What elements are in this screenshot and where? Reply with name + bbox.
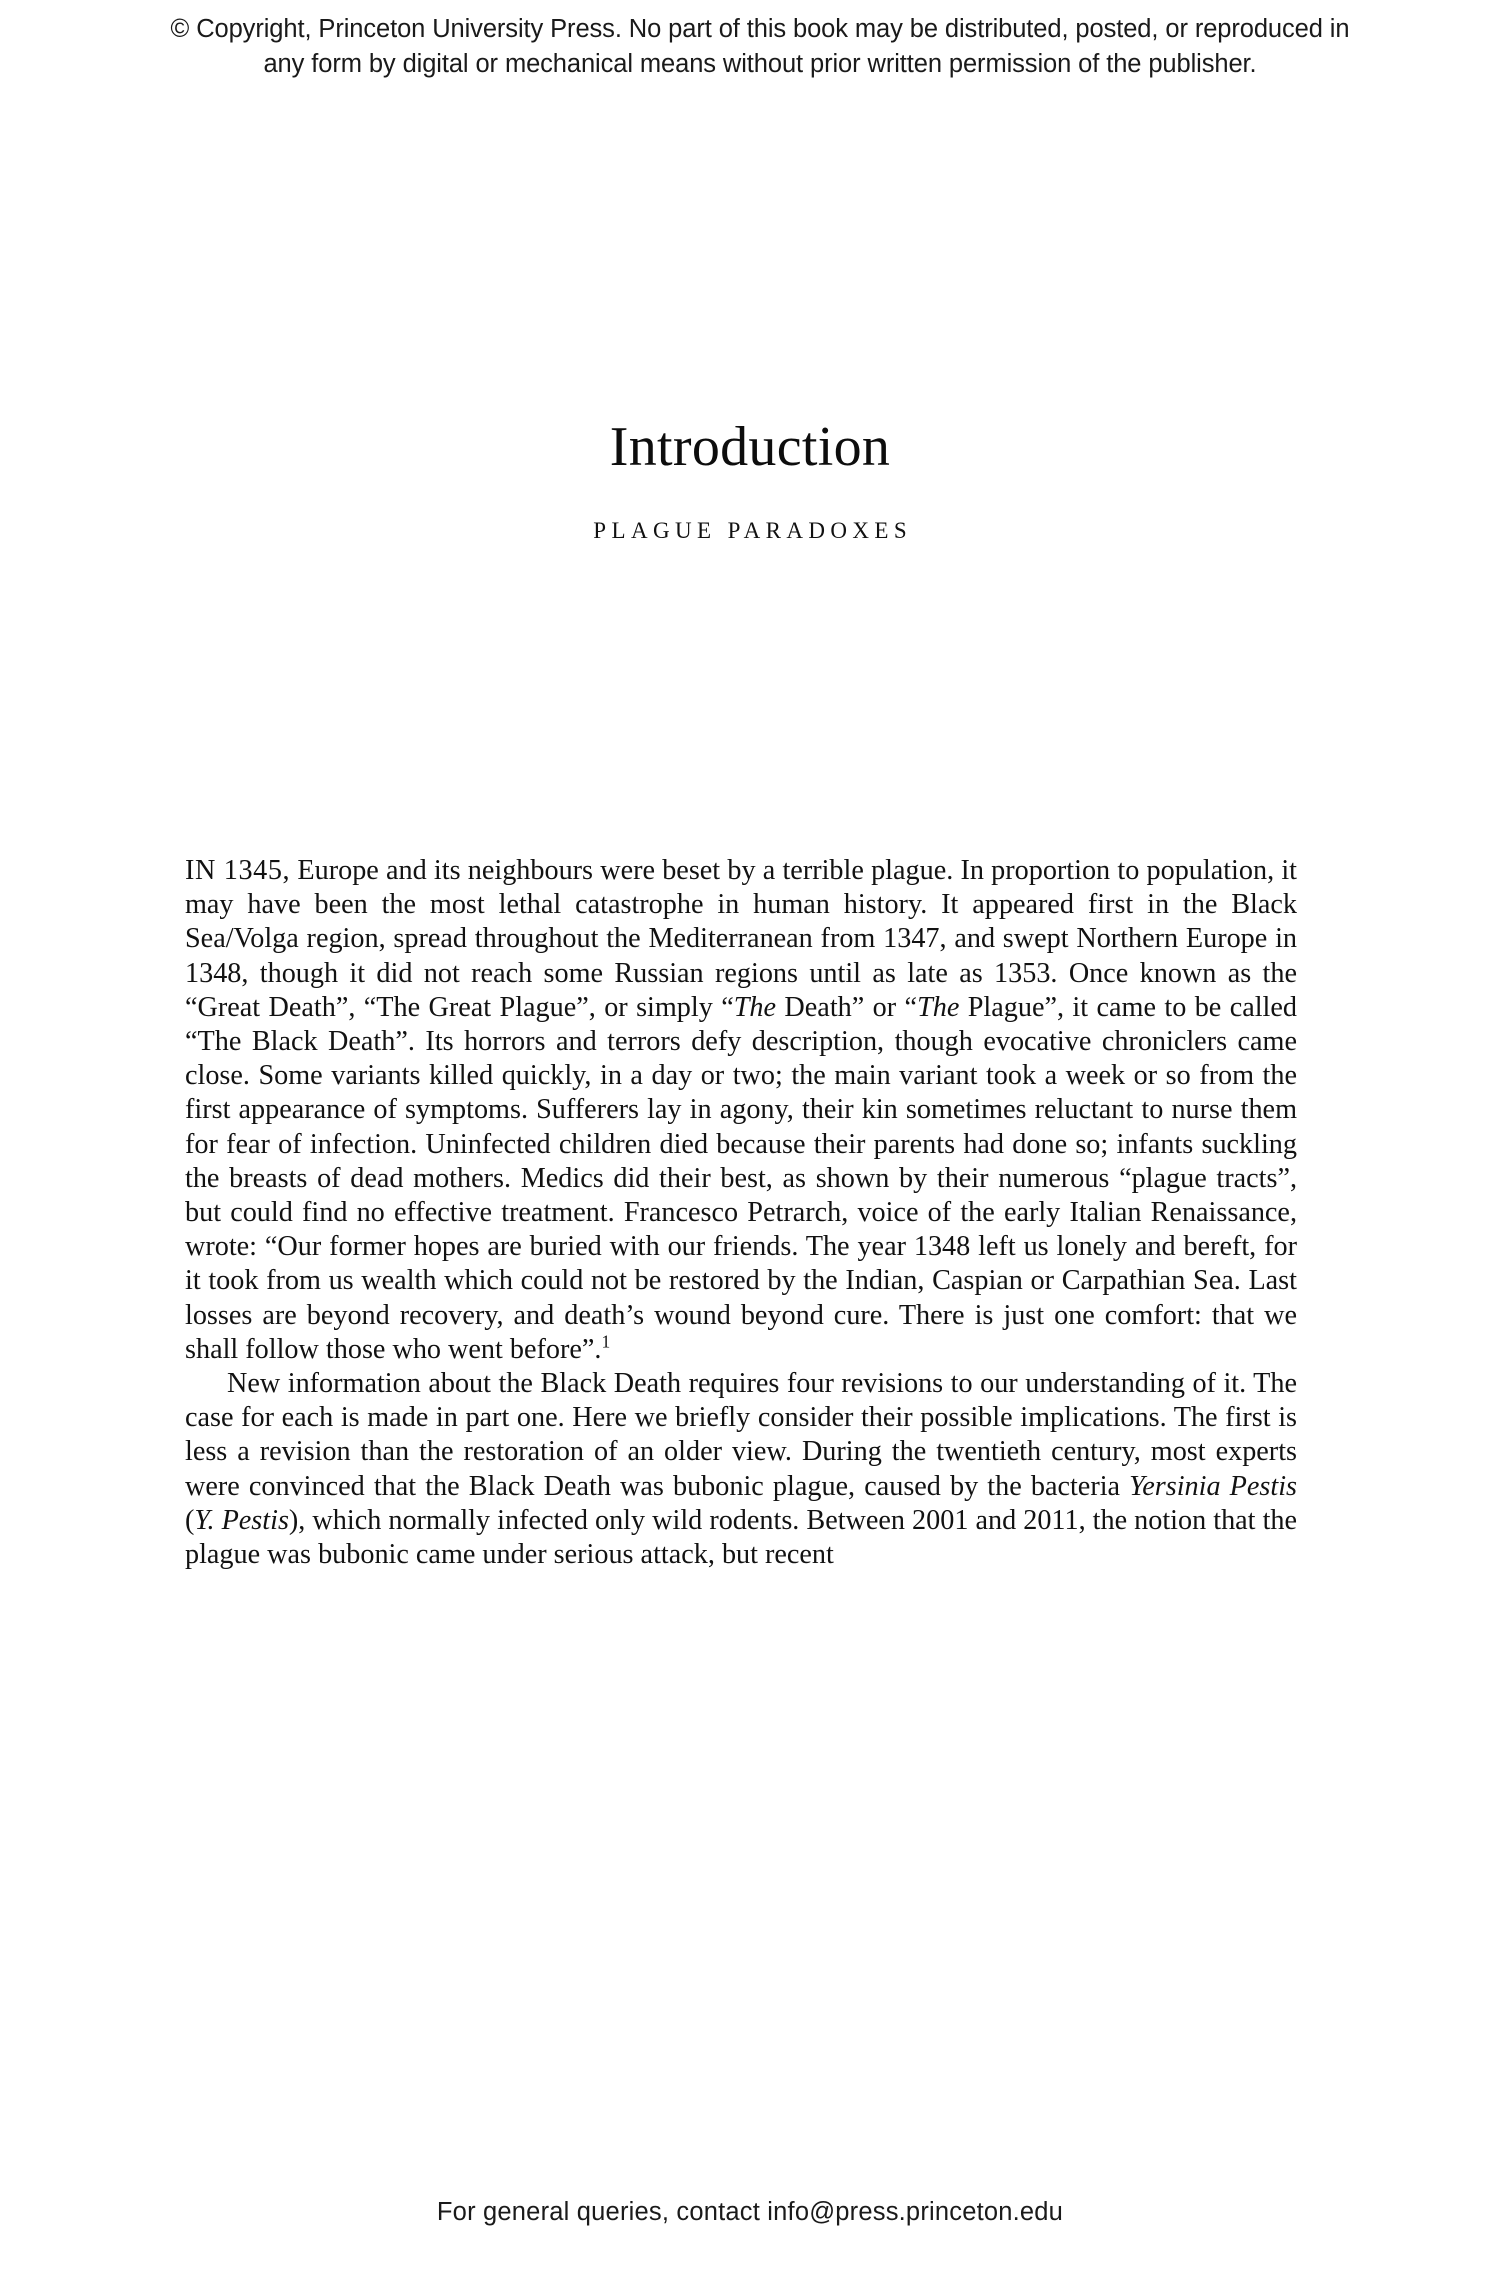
copyright-notice: © Copyright, Princeton University Press. No part of this book may be distributed, posted, or reproduced in any form by digital or mechanical means without prior written permission of the publisher. <box>170 15 1350 79</box>
body-text-column <box>185 854 1297 1572</box>
italic-the-death: The <box>733 991 777 1023</box>
paragraph-2-segment-2: ( <box>185 1504 195 1536</box>
italic-the-plague: The <box>917 991 960 1023</box>
chapter-subtitle: PLAGUE PARADOXES <box>593 517 913 543</box>
paragraph-1-segment-2: Death” or “ <box>776 991 918 1023</box>
chapter-title-block <box>0 418 1500 544</box>
opening-small-caps: IN 1345, <box>185 855 291 886</box>
paragraph-opening <box>185 854 1297 1367</box>
italic-y-pestis: Y. Pestis <box>194 1504 289 1536</box>
paragraph-1-segment-1: Europe and its neighbours were beset by a terrible plague. In proportion to population, it may have been the most lethal catastrophe in human history. It appeared first in the Black Sea/Volga region, spread throughout the Mediterranean from 1347, and swept Northern Europe in 1348, though it did not reach some Russian regions until as late as 1353. Once known as the “Great Death”, “The Great Plague”, or simply “ <box>185 855 1297 1023</box>
paragraph-revisions <box>185 1367 1297 1572</box>
paragraph-2-segment-1: New information about the Black Death requires four revisions to our understanding of it. The case for each is made in part one. Here we briefly consider their possible implications. The first is less a revision than the restoration of an older view. During the twentieth century, most experts were convinced that the Black Death was bubonic plague, caused by the bacteria <box>185 1368 1297 1502</box>
footnote-reference-1[interactable]: 1 <box>601 1331 611 1352</box>
italic-yersinia-pestis: Yersinia Pestis <box>1129 1470 1298 1502</box>
footer-query-line: For general queries, contact info@press.princeton.edu <box>436 2198 1064 2226</box>
paragraph-1-segment-3: Plague”, it came to be called “The Black Death”. Its horrors and terrors defy description, though evocative chroniclers came close. Some variants killed quickly, in a day or two; the main variant took a week or so from the first appearance of symptoms. Sufferers lay in agony, their kin sometimes reluctant to nurse them for fear of infection. Uninfected children died because their parents had done so; infants suckling the breasts of dead mothers. Medics did their best, as shown by their numerous “plague tracts”, but could find no effective treatment. Francesco Petrarch, voice of the early Italian Renaissance, wrote: “Our former hopes are buried with our friends. The year 1348 left us lonely and bereft, for it took from us wealth which could not be restored by the Indian, Caspian or Carpathian Sea. Last losses are beyond recovery, and death’s wound beyond cure. There is just one comfort: that we shall follow those who went before”. <box>185 991 1297 1365</box>
page-title: Introduction <box>609 416 891 478</box>
paragraph-2-segment-3: ), which normally infected only wild rodents. Between 2001 and 2011, the notion that the plague was bubonic came under serious attack, but recent <box>185 1504 1298 1571</box>
